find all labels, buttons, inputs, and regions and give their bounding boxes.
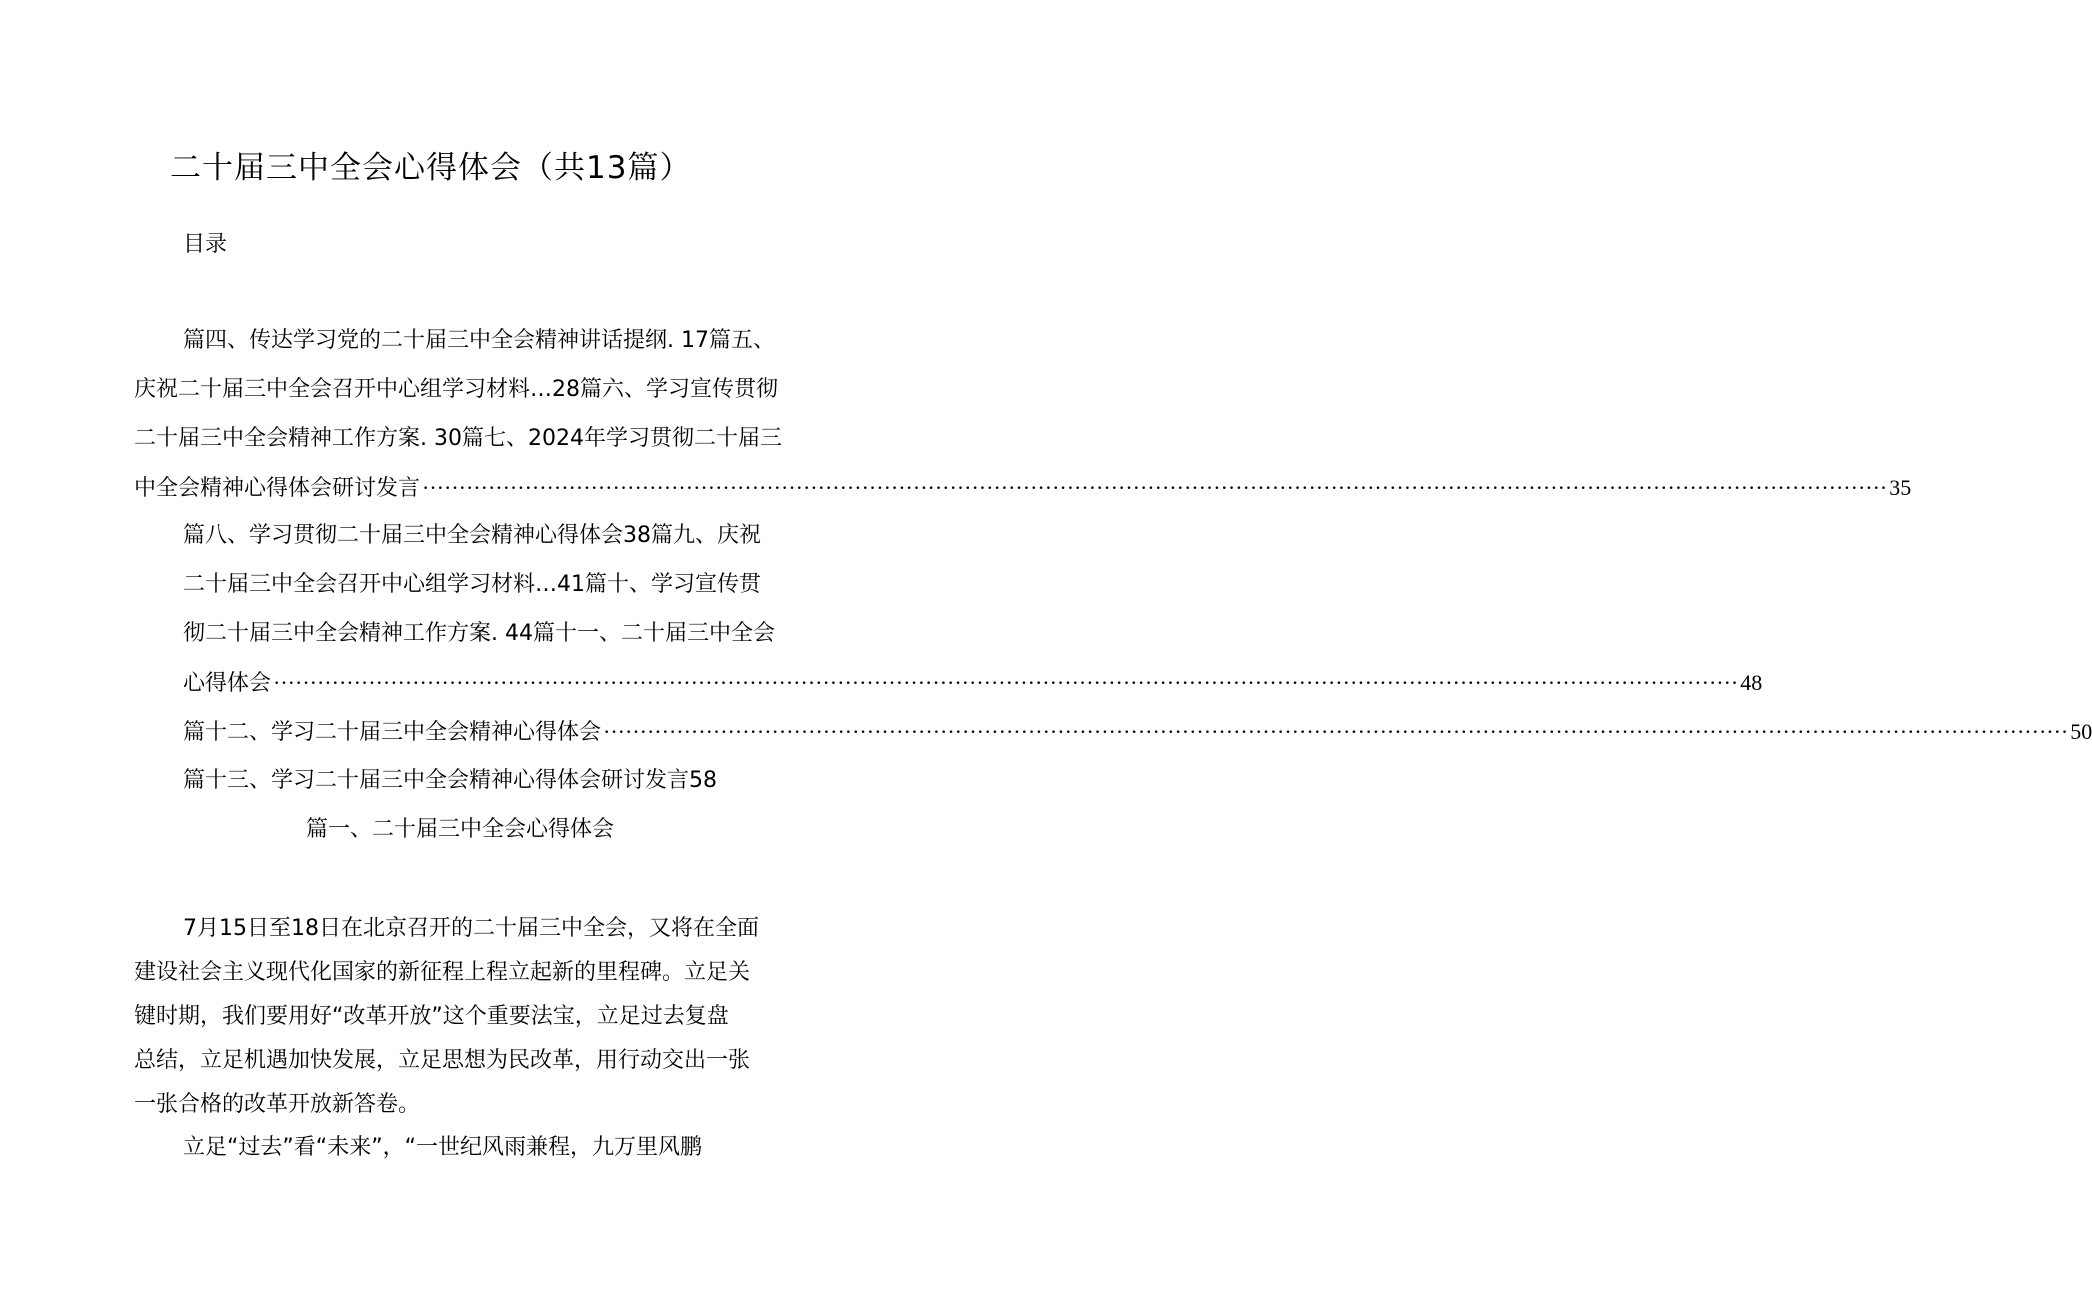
toc-entry-text: 心得体会 xyxy=(183,671,272,696)
paragraph-2 xyxy=(134,1126,794,1170)
toc-line: 篇八、学习贯彻二十届三中全会精神心得体会38篇九、庆祝 xyxy=(183,523,761,548)
body-line: 7月15日至18日在北京召开的二十届三中全会，又将在全面 xyxy=(183,916,759,941)
body-line: 键时期，我们要用好“改革开放”这个重要法宝，立足过去复盘 xyxy=(134,1004,729,1029)
dot-leader: ········································································································································································································ xyxy=(422,475,1888,500)
toc-block-1 xyxy=(134,316,1912,512)
dot-leader: ········································································································································································································ xyxy=(603,719,2069,744)
toc-line-with-leader xyxy=(134,463,1912,512)
toc-line: 二十届三中全会召开中心组学习材料…41篇十、学习宣传贯 xyxy=(183,572,761,597)
toc-line: 彻二十届三中全会精神工作方案. 44篇十一、二十届三中全会 xyxy=(183,621,775,646)
toc-line: 庆祝二十届三中全会召开中心组学习材料…28篇六、学习宣传贯彻 xyxy=(134,377,778,402)
document-title: 二十届三中全会心得体会（共13篇） xyxy=(170,150,692,186)
body-line: 立足“过去”看“未来”，“一世纪风雨兼程，九万里风鹏 xyxy=(183,1135,702,1160)
toc-page-number: 48 xyxy=(1740,670,1763,695)
toc-block-2 xyxy=(183,511,2092,805)
toc-line: 篇四、传达学习党的二十届三中全会精神讲话提纲. 17篇五、 xyxy=(183,328,775,353)
body-line: 总结，立足机遇加快发展，立足思想为民改革，用行动交出一张 xyxy=(134,1048,751,1073)
toc-entry-text: 篇十二、学习二十届三中全会精神心得体会 xyxy=(183,720,602,745)
toc-entry-13: 篇十三、学习二十届三中全会精神心得体会研讨发言58 xyxy=(183,768,717,793)
paragraph-1 xyxy=(134,907,794,1127)
section-heading: 篇一、二十届三中全会心得体会 xyxy=(305,817,614,842)
toc-heading: 目录 xyxy=(183,232,228,257)
toc-line: 二十届三中全会精神工作方案. 30篇七、2024年学习贯彻二十届三 xyxy=(134,426,782,451)
toc-page-number: 35 xyxy=(1889,475,1912,500)
toc-entry-text: 中全会精神心得体会研讨发言 xyxy=(134,476,421,501)
toc-page-number: 50 xyxy=(2070,719,2092,744)
body-line: 一张合格的改革开放新答卷。 xyxy=(134,1092,421,1117)
toc-line-with-leader xyxy=(183,658,1763,707)
body-line: 建设社会主义现代化国家的新征程上程立起新的里程碑。立足关 xyxy=(134,960,751,985)
dot-leader: ········································································································································································································ xyxy=(273,670,1739,695)
toc-entry-12 xyxy=(183,707,2092,756)
